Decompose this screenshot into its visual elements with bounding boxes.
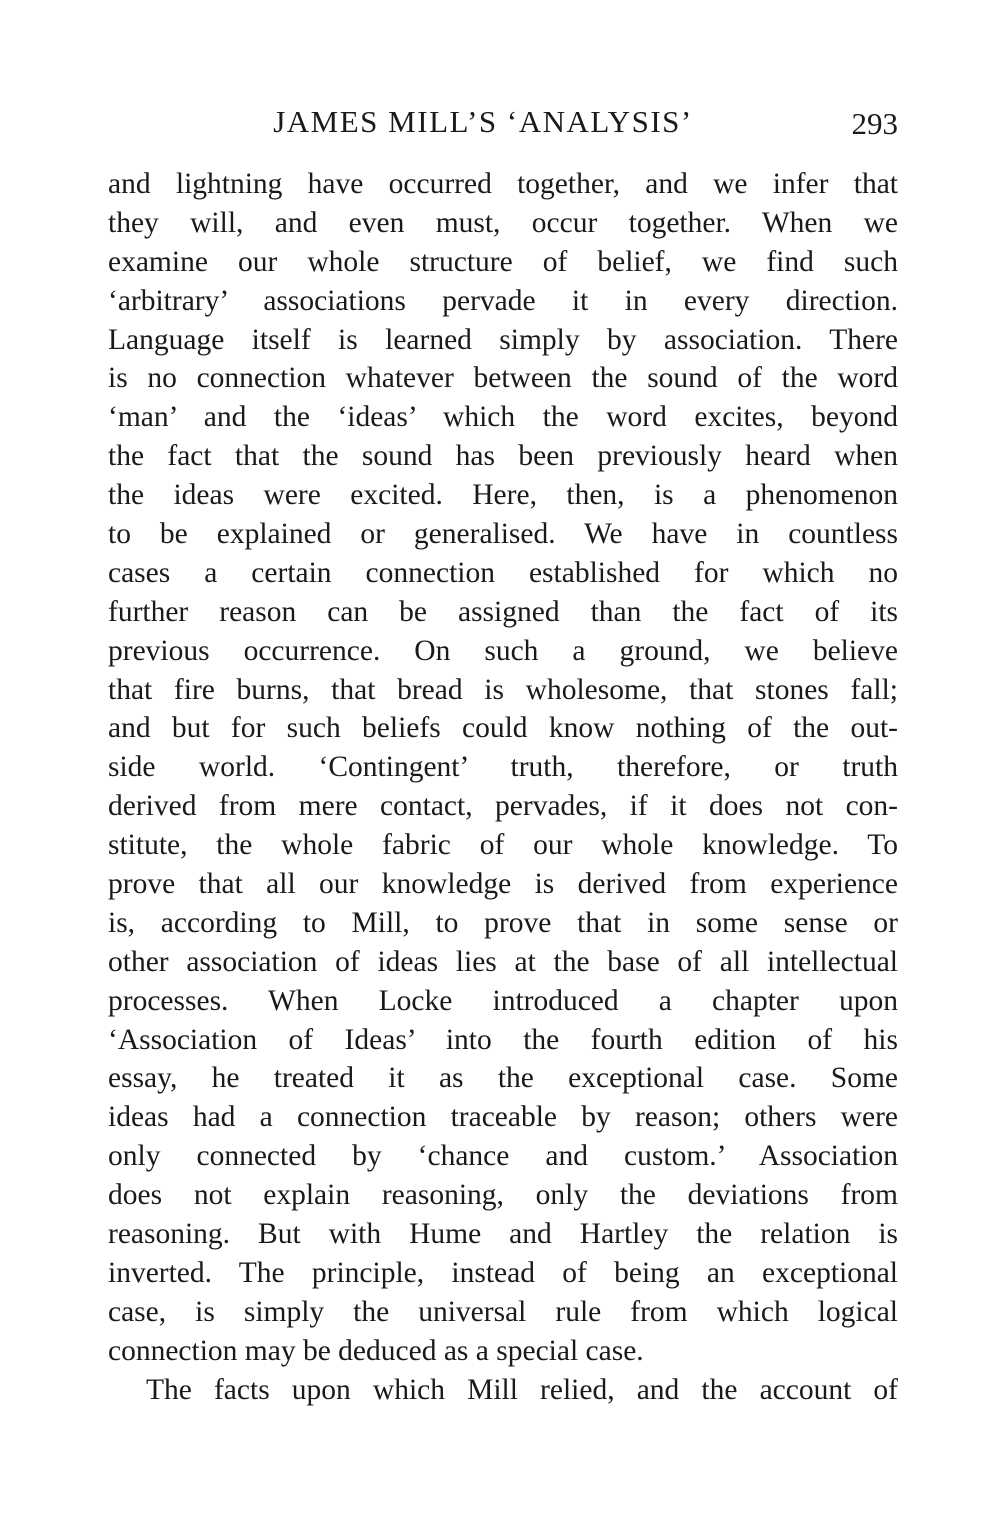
text-line: side world. ‘Contingent’ truth, therefore, or truth bbox=[108, 751, 898, 784]
text-line: prove that all our knowledge is derived from experience bbox=[108, 868, 898, 901]
text-line: processes. When Locke introduced a chapter upon bbox=[108, 984, 898, 1017]
text-line: further reason can be assigned than the fact of its bbox=[108, 595, 898, 628]
body-text bbox=[108, 165, 898, 1410]
text-line: ‘man’ and the ‘ideas’ which the word excites, beyond bbox=[108, 401, 898, 434]
paragraph bbox=[108, 1371, 898, 1410]
text-line: the fact that the sound has been previously heard when bbox=[108, 440, 898, 473]
running-title: JAMES MILL’S ‘ANALYSIS’ bbox=[273, 104, 693, 139]
text-line: derived from mere contact, pervades, if it does not con- bbox=[108, 790, 898, 823]
text-line: ‘arbitrary’ associations pervade it in every direction. bbox=[108, 284, 898, 317]
text-line: inverted. The principle, instead of being an exceptional bbox=[108, 1256, 898, 1289]
text-line: that fire burns, that bread is wholesome, that stones fall; bbox=[108, 673, 898, 706]
running-head bbox=[108, 98, 898, 146]
text-line: is, according to Mill, to prove that in some sense or bbox=[108, 906, 898, 939]
text-line: connection may be deduced as a special case. bbox=[108, 1334, 644, 1367]
text-line: case, is simply the universal rule from which logical bbox=[108, 1295, 898, 1328]
text-line: does not explain reasoning, only the deviations from bbox=[108, 1179, 898, 1212]
text-line: Language itself is learned simply by association. There bbox=[108, 323, 898, 356]
text-line: the ideas were excited. Here, then, is a phenomenon bbox=[108, 479, 898, 512]
text-line: examine our whole structure of belief, we find such bbox=[108, 245, 898, 278]
text-line: reasoning. But with Hume and Hartley the relation is bbox=[108, 1218, 898, 1251]
text-line: ideas had a connection traceable by reason; others were bbox=[108, 1101, 898, 1134]
text-line: and lightning have occurred together, and we infer that bbox=[108, 168, 898, 200]
text-line: previous occurrence. On such a ground, we believe bbox=[108, 634, 898, 667]
text-line: cases a certain connection established for which no bbox=[108, 556, 898, 589]
text-line: essay, he treated it as the exceptional case. Some bbox=[108, 1062, 898, 1095]
text-line: is no connection whatever between the sound of the word bbox=[108, 362, 898, 395]
text-line: only connected by ‘chance and custom.’ Association bbox=[108, 1140, 898, 1173]
text-line: ‘Association of Ideas’ into the fourth edition of his bbox=[108, 1023, 898, 1056]
text-line: to be explained or generalised. We have in countless bbox=[108, 518, 898, 551]
text-line: other association of ideas lies at the base of all intellectual bbox=[108, 945, 898, 978]
text-line: The facts upon which Mill relied, and the account of bbox=[146, 1373, 898, 1406]
text-line: and but for such beliefs could know nothing of the out- bbox=[108, 712, 898, 745]
text-line: they will, and even must, occur together. When we bbox=[108, 206, 898, 239]
paragraph bbox=[108, 165, 898, 1371]
page-number: 293 bbox=[851, 106, 898, 141]
text-line: stitute, the whole fabric of our whole knowledge. To bbox=[108, 829, 898, 862]
